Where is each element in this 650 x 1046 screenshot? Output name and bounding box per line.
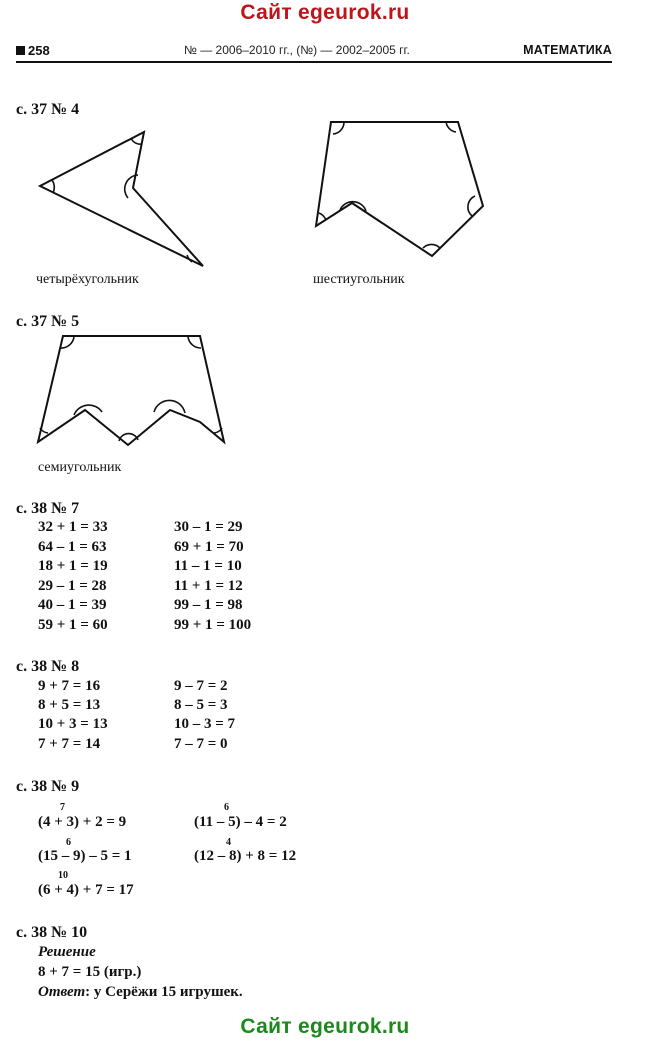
s7-right-2: 69 + 1 = 70 bbox=[174, 539, 244, 555]
s10-answer bbox=[38, 984, 243, 1001]
s8-right-4: 7 – 7 = 0 bbox=[174, 736, 228, 752]
s7-left-1: 32 + 1 = 33 bbox=[38, 519, 108, 535]
s7-right-4: 11 + 1 = 12 bbox=[174, 578, 243, 594]
s9-note-2: 6 bbox=[224, 802, 229, 813]
section-title-s8: с. 38 № 8 bbox=[16, 658, 80, 675]
s9-expr-1: (4 + 3) + 2 = 9 bbox=[38, 814, 127, 830]
s8-right-2: 8 – 5 = 3 bbox=[174, 697, 228, 713]
caption-heptagon: семиугольник bbox=[38, 460, 122, 475]
caption-hexagon: шестиугольник bbox=[313, 272, 405, 287]
section-title-s9: с. 38 № 9 bbox=[16, 778, 80, 795]
s7-right-3: 11 – 1 = 10 bbox=[174, 558, 242, 574]
section-title-s5: с. 37 № 5 bbox=[16, 313, 80, 330]
s9-expr-2: (11 – 5) – 4 = 2 bbox=[194, 814, 287, 830]
site-watermark-footer[interactable]: Сайт egeurok.ru bbox=[240, 1015, 410, 1038]
section-title-s4: с. 37 № 4 bbox=[16, 101, 80, 118]
years-legend: № — 2006–2010 гг., (№) — 2002–2005 гг. bbox=[184, 43, 410, 57]
s7-left-3: 18 + 1 = 19 bbox=[38, 558, 108, 574]
s7-left-6: 59 + 1 = 60 bbox=[38, 617, 108, 633]
s10-answer-text: : у Серёжи 15 игрушек. bbox=[85, 984, 243, 1000]
s9-expr-3: (15 – 9) – 5 = 1 bbox=[38, 848, 132, 864]
s8-left-1: 9 + 7 = 16 bbox=[38, 678, 101, 694]
section-title-s10: с. 38 № 10 bbox=[16, 924, 88, 941]
site-watermark-header[interactable]: Сайт egeurok.ru bbox=[240, 1, 410, 24]
page-number-text: 258 bbox=[28, 43, 50, 58]
s8-right-3: 10 – 3 = 7 bbox=[174, 716, 236, 732]
s8-left-4: 7 + 7 = 14 bbox=[38, 736, 101, 752]
s10-equation: 8 + 7 = 15 (игр.) bbox=[38, 964, 142, 980]
s7-right-5: 99 – 1 = 98 bbox=[174, 597, 243, 613]
s9-note-1: 7 bbox=[60, 802, 65, 813]
s10-answer-label: Ответ bbox=[38, 984, 86, 1000]
s7-left-4: 29 – 1 = 28 bbox=[38, 578, 107, 594]
caption-quadrilateral: четырёхугольник bbox=[36, 272, 139, 287]
section-title-s7: с. 38 № 7 bbox=[16, 500, 80, 517]
s7-left-2: 64 – 1 = 63 bbox=[38, 539, 107, 555]
s7-left-5: 40 – 1 = 39 bbox=[38, 597, 107, 613]
s10-solution-label: Решение bbox=[38, 944, 96, 960]
s8-left-2: 8 + 5 = 13 bbox=[38, 697, 101, 713]
s7-right-6: 99 + 1 = 100 bbox=[174, 617, 252, 633]
s8-right-1: 9 – 7 = 2 bbox=[174, 678, 228, 694]
s9-note-4: 4 bbox=[226, 837, 231, 848]
s9-note-5: 10 bbox=[58, 870, 68, 881]
s9-note-3: 6 bbox=[66, 837, 71, 848]
s9-expr-5: (6 + 4) + 7 = 17 bbox=[38, 882, 134, 898]
subject-title: МАТЕМАТИКА bbox=[523, 43, 612, 57]
s8-left-3: 10 + 3 = 13 bbox=[38, 716, 108, 732]
s9-expr-4: (12 – 8) + 8 = 12 bbox=[194, 848, 297, 864]
s7-right-1: 30 – 1 = 29 bbox=[174, 519, 243, 535]
